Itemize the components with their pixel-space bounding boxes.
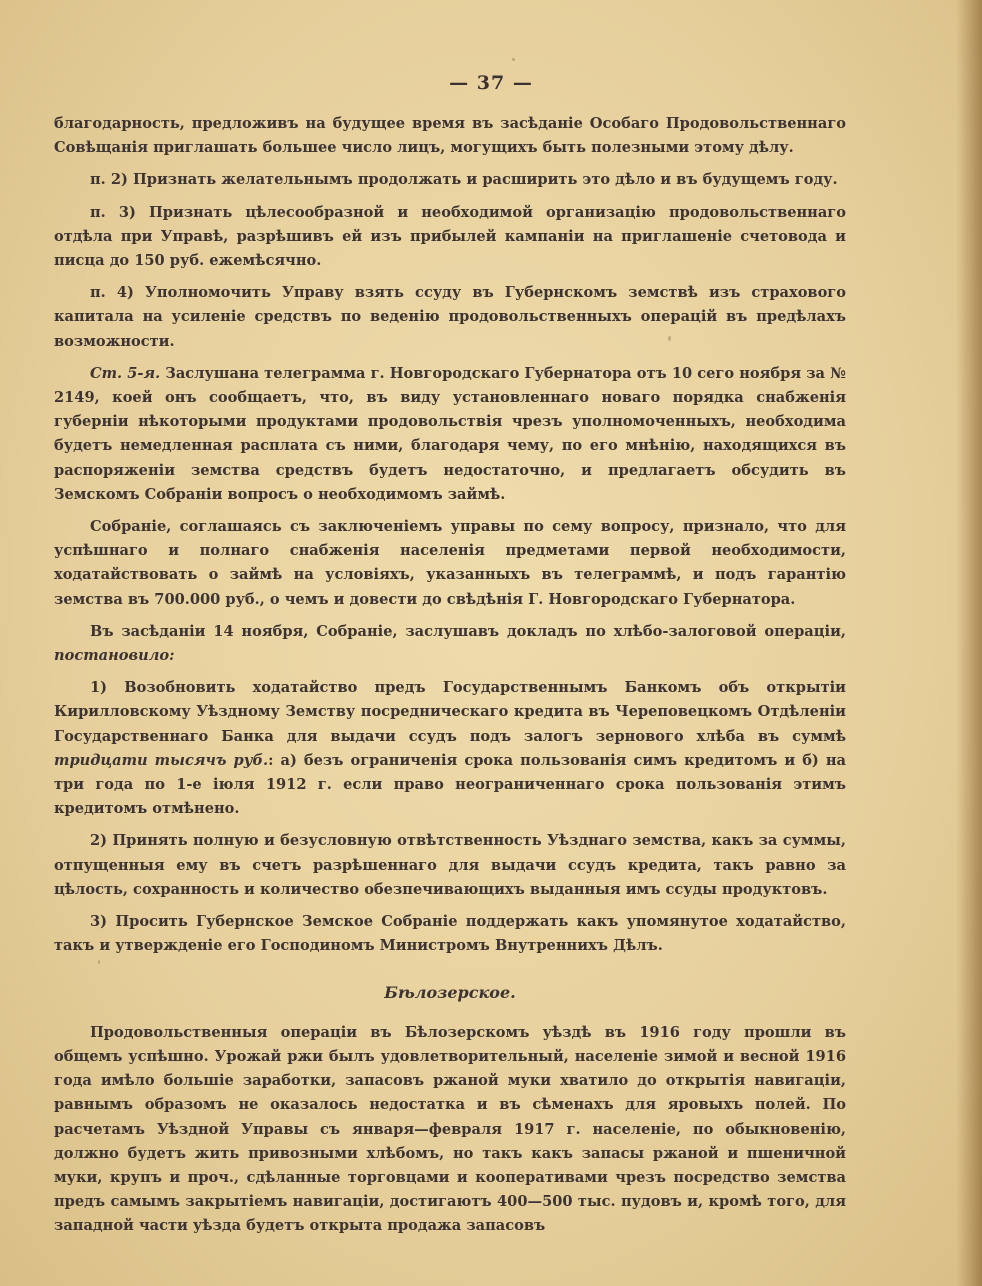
decision-word: постановило: [54, 647, 175, 665]
paragraph: п. 2) Признать желательнымъ продолжать и расширить это дѣло и въ будущемъ году. [90, 171, 838, 189]
article-label: Ст. 5-я. [90, 364, 161, 382]
item-text: : а) безъ ограниченія срока пользованія симъ кредитомъ и б) на три года по 1-е іюля 1912 г. если право неограниченнаго срока пользованія этимъ кредитомъ отмѣнено. [54, 751, 847, 818]
paragraph: п. 3) Признать цѣлесообразной и необходимой организацію продовольственнаго отдѣла при Управѣ, разрѣшивъ ей изъ прибылей кампаніи на приглашеніе счетовода и писца до 150 руб. ежемѣсячно. [54, 203, 846, 270]
paragraph: благодарность, предложивъ на будущее время въ засѣданіе Особаго Продовольственнаго Совѣщанія приглашать большее число лицъ, могущихъ быть полезными этому дѣлу. [54, 115, 846, 157]
session-text: Въ засѣданіи 14 ноября, Собраніе, заслушавъ докладъ по хлѣбо-залоговой операціи, [90, 622, 846, 640]
paragraph [54, 620, 846, 668]
paragraph: п. 4) Уполномочить Управу взять ссуду въ Губернскомъ земствѣ изъ страхового капитала на усиленіе средствъ по веденію продовольственныхъ операцій въ предѣлахъ возможности. [54, 284, 846, 350]
page-edge-shadow [956, 0, 982, 1286]
page-number: — 37 — [449, 72, 533, 94]
item-amount: тридцати тысячъ руб. [54, 751, 269, 769]
list-item [54, 676, 846, 821]
paragraph: Продовольственныя операціи въ Бѣлозерскомъ уѣздѣ въ 1916 году прошли въ общемъ успѣшно. Урожай ржи былъ удовлетворительный, населеніе зимой и весной 1916 года имѣло большіе заработки, запасовъ ржаной муки хватило до открытія навигаціи, равнымъ образомъ не оказалось недостатка и въ сѣменахъ для яровыхъ полей. По расчетамъ Уѣздной Управы съ января—февраля 1917 г. населеніе, по обыкновенію, должно будетъ жить привозными хлѣбомъ, но такъ какъ запасы ржаной и пшеничной муки, крупъ и проч., сдѣланные торговцами и кооперативами чрезъ посредство земства предъ самымъ закрытіемъ навигаціи, достигаютъ 400—500 тыс. пудовъ и, кромѣ того, для западной части уѣзда будетъ открыта продажа запасовъ [54, 1023, 846, 1235]
item-text: 1) Возобновить ходатайство предъ Государственнымъ Банкомъ объ открытіи Кирилловскому Уѣздному Земству посредническаго кредита въ Череповецкомъ Отдѣленіи Государственнаго Банка для выдачи ссудъ подъ залогъ зернового хлѣба въ суммѣ [54, 679, 846, 745]
paragraph: Собраніе, соглашаясь съ заключеніемъ управы по сему вопросу, признало, что для успѣшнаго и полнаго снабженія населенія предметами первой необходимости, ходатайствовать о займѣ на условіяхъ, указанныхъ въ телеграммѣ, и подъ гарантію земства въ 700.000 руб., о чемъ и довести до свѣдѣнія Г. Новгородскаго Губернатора. [54, 518, 846, 608]
article-text: Заслушана телеграмма г. Новгородскаго Губернатора отъ 10 сего ноября за № 2149, коей онъ сообщаетъ, что, въ виду установленнаго новаго порядка снабженія губерніи нѣкоторыми продуктами продовольствія чрезъ уполномоченныхъ, необходима будетъ немедленная расплата съ ними, благодаря чему, по его мнѣнію, находящихся въ распоряженіи земства средствъ будетъ недостаточно, и предлагаетъ обсудить въ Земскомъ Собраніи вопросъ о необходимомъ займѣ. [54, 364, 846, 503]
article-paragraph [54, 362, 846, 507]
document-body [54, 112, 846, 1247]
paper-speck [512, 58, 515, 61]
list-item: 2) Принять полную и безусловную отвѣтственность Уѣзднаго земства, какъ за суммы, отпущенныя ему въ счетъ разрѣшеннаго для выдачи ссудъ кредита, такъ равно за цѣлость, сохранность и количество обезпечивающихъ выданныя имъ ссуды продуктовъ. [54, 832, 846, 898]
list-item: 3) Просить Губернское Земское Собраніе поддержать какъ упомянутое ходатайство, такъ и утвержденіе его Господиномъ Министромъ Внутреннихъ Дѣлъ. [54, 913, 846, 955]
section-title: Бѣлозерское. [384, 982, 516, 1002]
